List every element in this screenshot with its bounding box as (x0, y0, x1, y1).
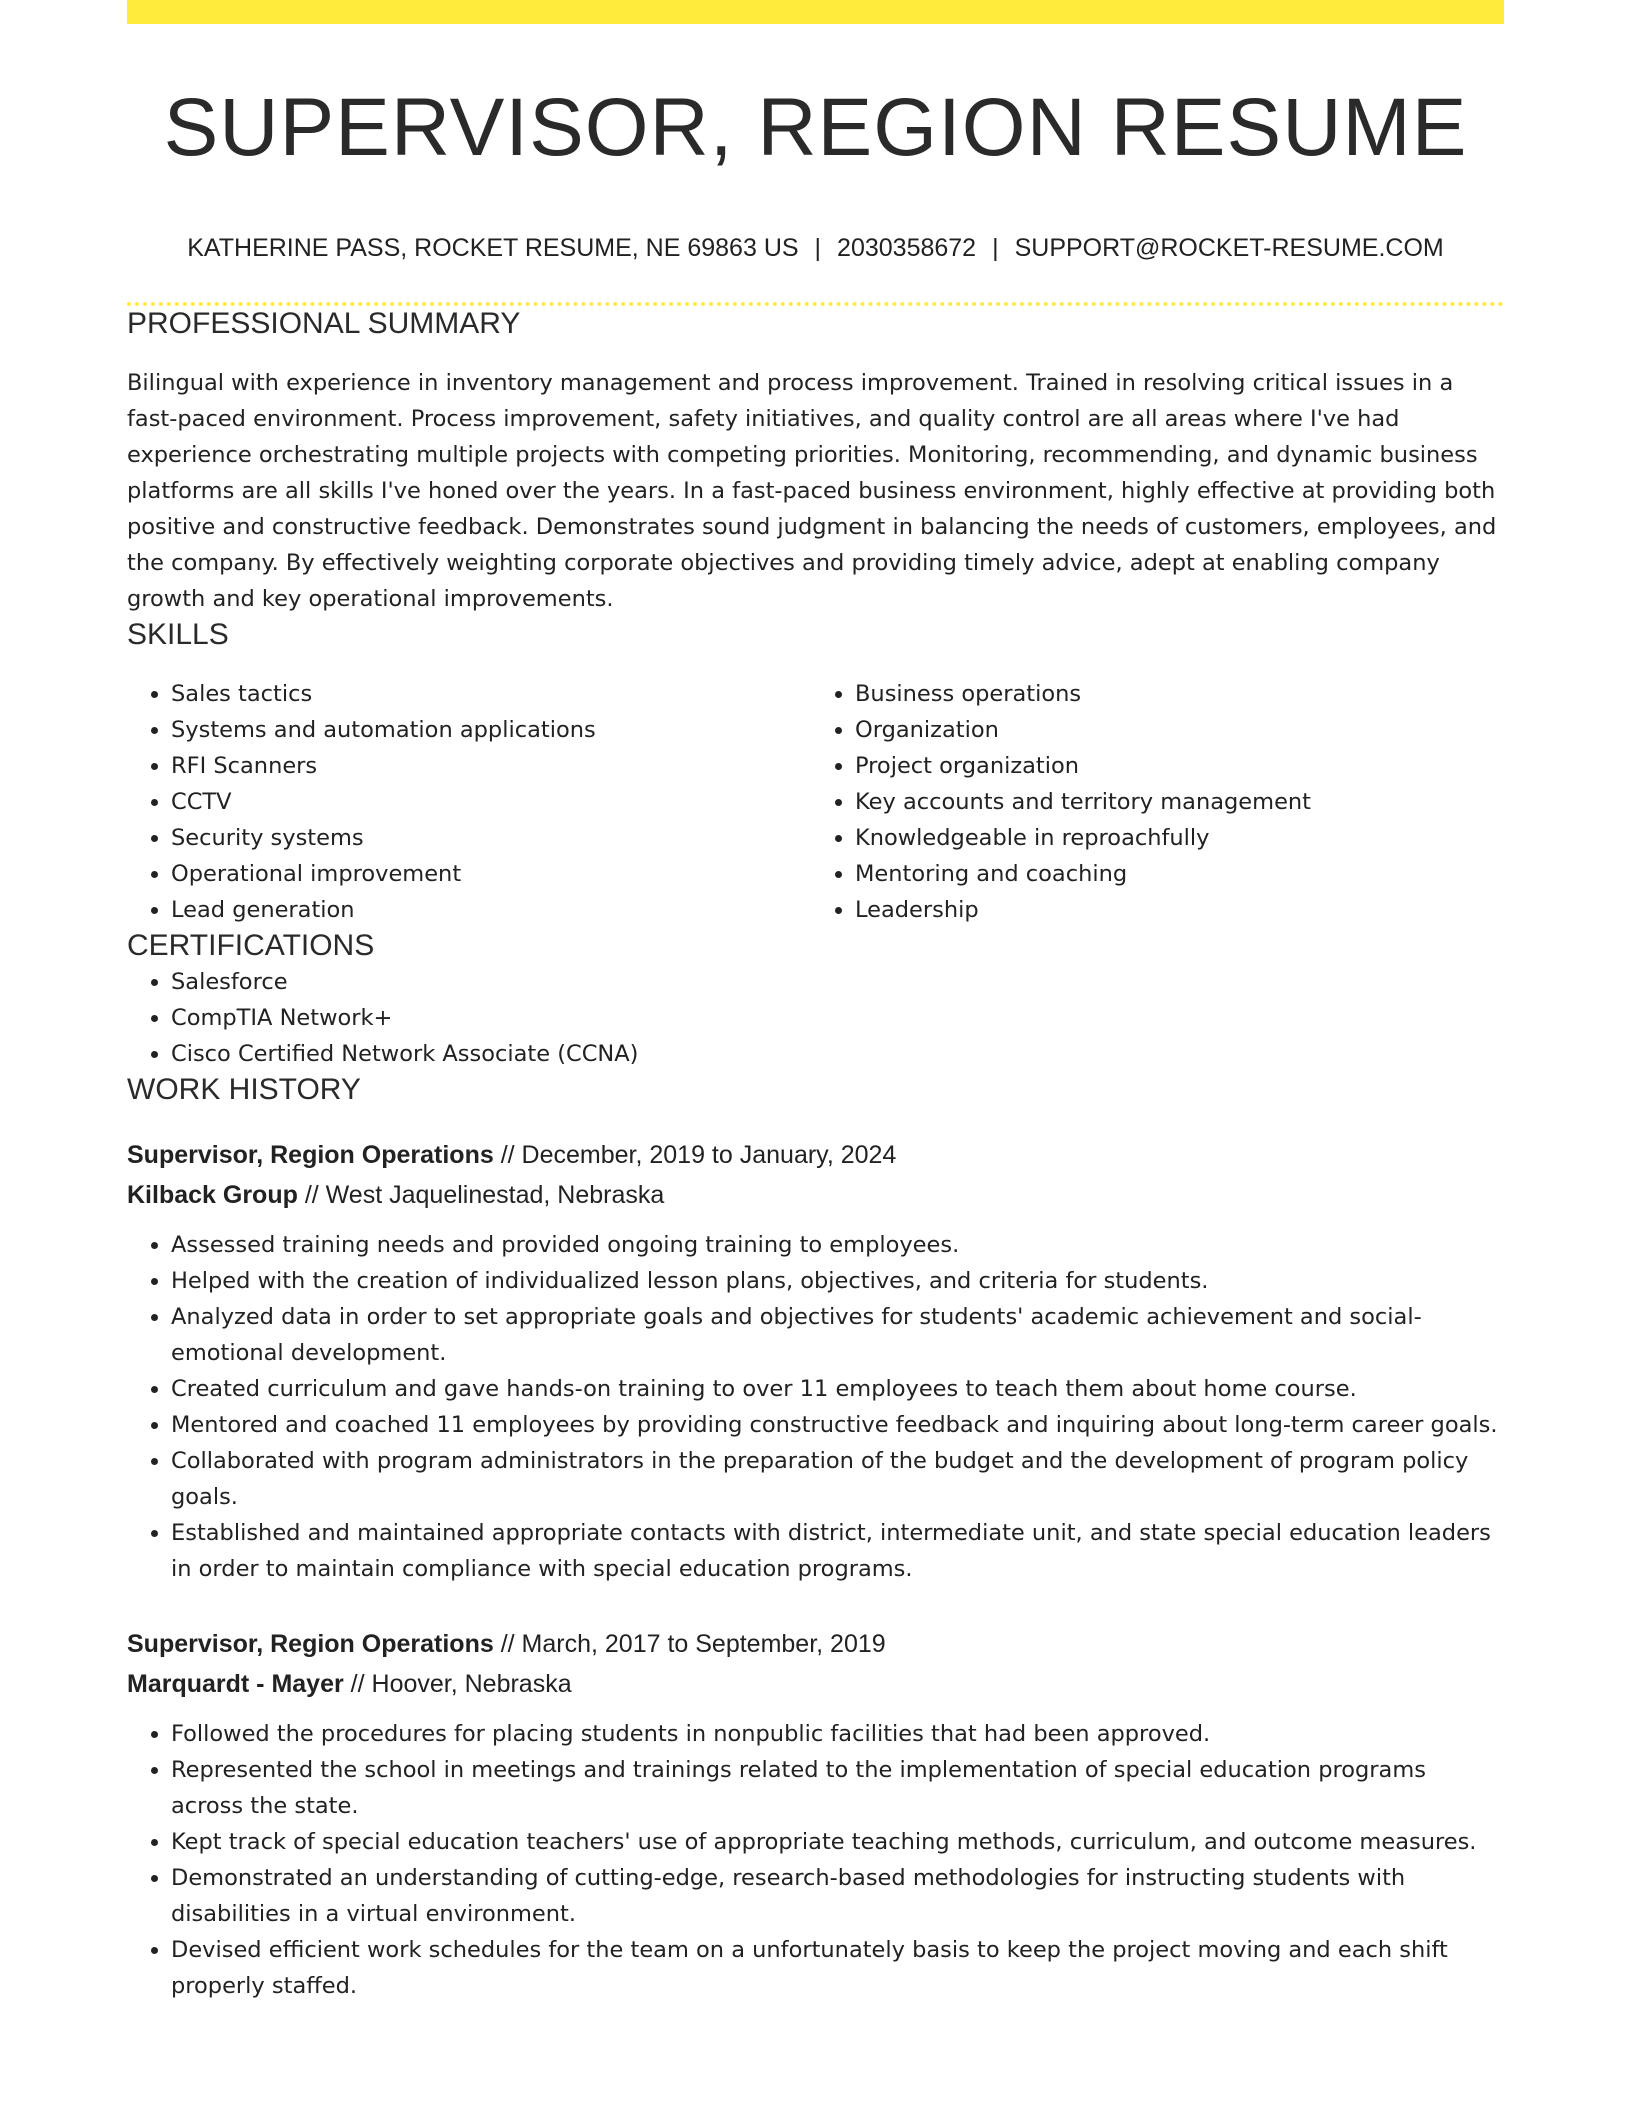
job-location: // Hoover, Nebraska (350, 1670, 572, 1698)
job-entry (127, 1624, 1504, 2004)
skill-item: • CCTV (171, 784, 805, 820)
skill-item: • Operational improvement (171, 856, 805, 892)
contact-email[interactable]: SUPPORT@ROCKET-RESUME.COM (1014, 234, 1444, 262)
certification-item: • Cisco Certified Network Associate (CCNA) (171, 1036, 1504, 1072)
contact-address: KATHERINE PASS, ROCKET RESUME, NE 69863 US (187, 234, 799, 262)
skill-item: • Security systems (171, 820, 805, 856)
skill-item: • Business operations (855, 676, 1489, 712)
job-dates: // March, 2017 to September, 2019 (500, 1630, 886, 1658)
contact-phone: 2030358672 (837, 234, 977, 262)
job-bullet: • Established and maintained appropriate contacts with district, intermediate unit, and state special education leaders in order to maintain compliance with special education programs. (171, 1515, 1504, 1587)
job-bullet: • Represented the school in meetings and trainings related to the implementation of special education programs across the state. (171, 1752, 1504, 1824)
job-company: Kilback Group (127, 1181, 298, 1209)
job-bullet: • Followed the procedures for placing students in nonpublic facilities that had been approved. (171, 1716, 1504, 1752)
job-company-line (127, 1175, 1504, 1215)
skill-item: • Knowledgeable in reproachfully (855, 820, 1489, 856)
resume-title: SUPERVISOR, REGION RESUME (163, 82, 1468, 173)
job-bullet: • Collaborated with program administrators in the preparation of the budget and the development of program policy goals. (171, 1443, 1504, 1515)
job-title-line (127, 1135, 1504, 1175)
contact-separator: | (814, 234, 822, 262)
job-company: Marquardt - Mayer (127, 1670, 344, 1698)
top-accent-bar (127, 0, 1504, 24)
job-bullets (127, 1227, 1504, 1587)
job-title: Supervisor, Region Operations (127, 1141, 494, 1169)
skills-list (127, 676, 1504, 928)
skill-item: • Organization (855, 712, 1489, 748)
skill-item: • Key accounts and territory management (855, 784, 1489, 820)
job-location: // West Jaquelinestad, Nebraska (304, 1181, 665, 1209)
work-history-heading: WORK HISTORY (127, 1073, 361, 1106)
job-entry (127, 1135, 1504, 1587)
job-company-line (127, 1664, 1504, 1704)
job-title-line (127, 1624, 1504, 1664)
job-bullet: • Kept track of special education teachers' use of appropriate teaching methods, curriculum, and outcome measures. (171, 1824, 1504, 1860)
certifications-heading: CERTIFICATIONS (127, 929, 375, 962)
job-title: Supervisor, Region Operations (127, 1630, 494, 1658)
skill-item: • Mentoring and coaching (855, 856, 1489, 892)
job-dates: // December, 2019 to January, 2024 (500, 1141, 897, 1169)
skill-item: • Lead generation (171, 892, 805, 928)
skill-item: • RFI Scanners (171, 748, 805, 784)
job-bullet: • Created curriculum and gave hands-on training to over 11 employees to teach them about home course. (171, 1371, 1504, 1407)
job-bullets (127, 1716, 1504, 2004)
resume-page (127, 0, 1504, 2004)
job-bullet: • Devised efficient work schedules for the team on a unfortunately basis to keep the project moving and each shift properly staffed. (171, 1932, 1504, 2004)
contact-separator: | (992, 234, 999, 262)
summary-text: Bilingual with experience in inventory management and process improvement. Trained in resolving critical issues in a fast-paced environment. Process improvement, safety initiatives, and quality control are all areas where I've had experience orchestrating multiple projects with competing priorities. Monitoring, recommending, and dynamic business platforms are all skills I've honed over the years. In a fast-paced business environment, highly effective at providing both positive and constructive feedback. Demonstrates sound judgment in balancing the needs of customers, employees, and the company. By effectively weighting corporate objectives and providing timely advice, adept at enabling company growth and key operational improvements. (127, 370, 1497, 612)
skill-item: • Systems and automation applications (171, 712, 805, 748)
job-bullet: • Mentored and coached 11 employees by providing constructive feedback and inquiring about long-term career goals. (171, 1407, 1504, 1443)
certifications-list (127, 964, 1504, 1072)
skill-item: • Project organization (855, 748, 1489, 784)
skills-column-right (805, 676, 1489, 928)
skill-item: • Sales tactics (171, 676, 805, 712)
job-bullet: • Helped with the creation of individualized lesson plans, objectives, and criteria for students. (171, 1263, 1504, 1299)
job-bullet: • Demonstrated an understanding of cutting-edge, research-based methodologies for instructing students with disabilities in a virtual environment. (171, 1860, 1504, 1932)
job-bullet: • Analyzed data in order to set appropriate goals and objectives for students' academic achievement and social-emotional development. (171, 1299, 1504, 1371)
skills-heading: SKILLS (127, 618, 229, 651)
skill-item: • Leadership (855, 892, 1489, 928)
certification-item: • Salesforce (171, 964, 1504, 1000)
contact-line (127, 232, 1504, 264)
job-bullet: • Assessed training needs and provided ongoing training to employees. (171, 1227, 1504, 1263)
summary-heading: PROFESSIONAL SUMMARY (127, 307, 521, 340)
certification-item: • CompTIA Network+ (171, 1000, 1504, 1036)
skills-column-left (127, 676, 805, 928)
